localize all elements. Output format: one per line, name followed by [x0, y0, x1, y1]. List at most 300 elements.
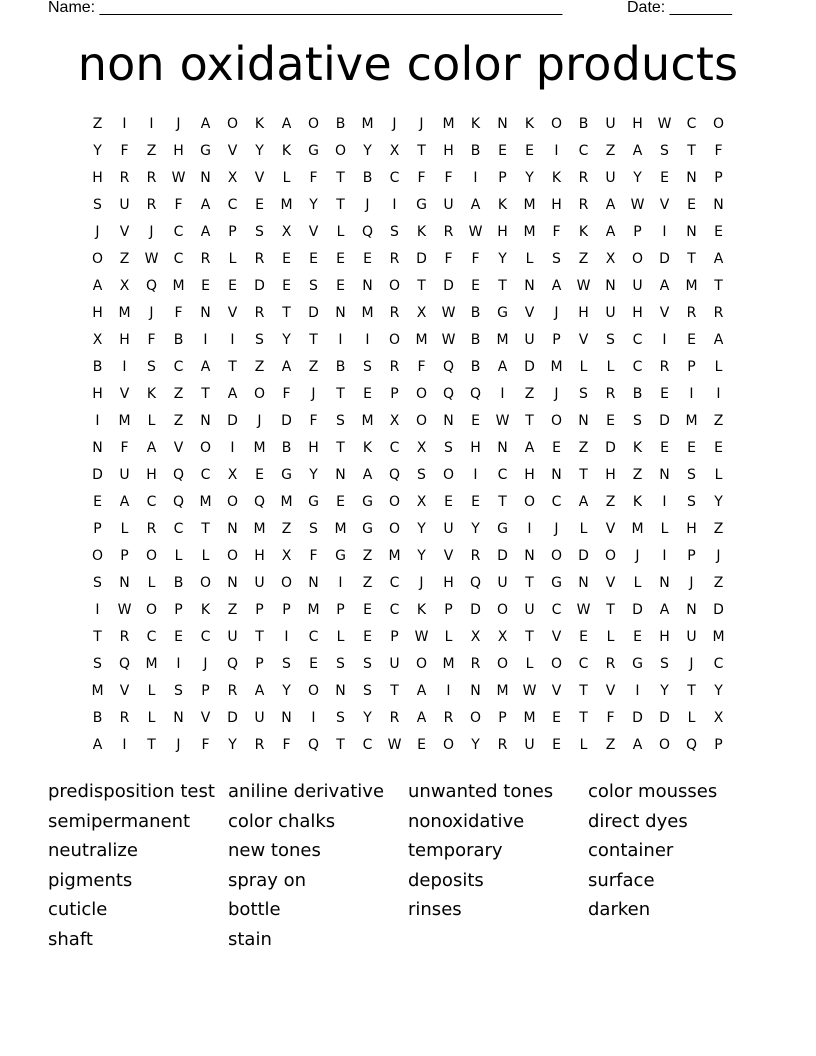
- grid-cell: Z: [578, 251, 589, 267]
- grid-cell: D: [92, 467, 103, 483]
- grid-cell: R: [389, 251, 400, 267]
- grid-cell: K: [146, 386, 157, 402]
- grid-cell: A: [92, 278, 103, 294]
- grid-cell: D: [578, 548, 589, 564]
- grid-cell: H: [632, 116, 643, 132]
- grid-cell: A: [497, 359, 508, 375]
- grid-cell: Y: [309, 197, 318, 213]
- grid-cell: B: [470, 305, 481, 321]
- grid-cell: H: [92, 305, 103, 321]
- grid-cell: A: [281, 116, 292, 132]
- grid-cell: U: [686, 629, 697, 645]
- grid-cell: F: [309, 170, 318, 186]
- grid-cell: Y: [471, 737, 480, 753]
- grid-cell: F: [174, 305, 183, 321]
- grid-cell: K: [416, 602, 427, 618]
- grid-cell: N: [308, 575, 319, 591]
- word-list-item: aniline derivative: [228, 781, 385, 802]
- grid-cell: S: [309, 521, 318, 537]
- grid-cell: H: [308, 440, 319, 456]
- grid-cell: H: [146, 467, 157, 483]
- grid-cell: E: [552, 737, 561, 753]
- grid-cell: A: [119, 494, 130, 510]
- grid-cell: J: [149, 224, 154, 240]
- grid-row: [84, 219, 732, 246]
- grid-cell: H: [497, 224, 508, 240]
- grid-cell: N: [335, 305, 346, 321]
- grid-cell: H: [524, 467, 535, 483]
- grid-cell: K: [578, 224, 589, 240]
- grid-cell: T: [255, 629, 264, 645]
- grid-cell: C: [551, 602, 562, 618]
- grid-cell: U: [119, 467, 130, 483]
- grid-cell: D: [308, 305, 319, 321]
- grid-cell: O: [550, 656, 563, 672]
- grid-cell: N: [470, 683, 481, 699]
- grid-cell: P: [255, 656, 264, 672]
- grid-cell: G: [632, 656, 643, 672]
- grid-cell: J: [689, 656, 694, 672]
- grid-cell: S: [633, 413, 642, 429]
- grid-cell: S: [309, 278, 318, 294]
- grid-cell: C: [200, 629, 211, 645]
- grid-cell: T: [336, 737, 345, 753]
- grid-row: [84, 192, 732, 219]
- grid-row: [84, 273, 732, 300]
- grid-cell: S: [93, 656, 102, 672]
- grid-cell: K: [497, 197, 508, 213]
- grid-cell: W: [576, 278, 591, 294]
- grid-cell: O: [550, 548, 563, 564]
- grid-cell: J: [257, 413, 262, 429]
- grid-cell: P: [255, 602, 264, 618]
- grid-cell: C: [173, 251, 184, 267]
- grid-cell: L: [660, 521, 669, 537]
- grid-cell: Z: [632, 467, 643, 483]
- grid-cell: D: [524, 359, 535, 375]
- grid-cell: G: [308, 143, 319, 159]
- grid-cell: J: [176, 116, 181, 132]
- grid-cell: F: [174, 197, 183, 213]
- grid-cell: I: [527, 521, 532, 537]
- grid-cell: L: [579, 359, 588, 375]
- grid-cell: V: [659, 305, 670, 321]
- word-list-item: stain: [228, 928, 272, 950]
- grid-cell: I: [716, 386, 721, 402]
- grid-cell: G: [308, 494, 319, 510]
- grid-cell: L: [579, 737, 588, 753]
- grid-cell: Y: [417, 521, 426, 537]
- grid-row: [84, 624, 732, 651]
- grid-row: [84, 678, 732, 705]
- grid-cell: J: [419, 116, 424, 132]
- grid-cell: E: [525, 143, 534, 159]
- grid-cell: N: [659, 467, 670, 483]
- word-list-item: nonoxidative: [408, 810, 525, 832]
- grid-cell: Q: [307, 737, 320, 753]
- grid-cell: E: [363, 602, 372, 618]
- grid-cell: C: [713, 656, 724, 672]
- grid-cell: N: [686, 224, 697, 240]
- grid-cell: W: [387, 737, 402, 753]
- grid-cell: S: [660, 143, 669, 159]
- grid-cell: T: [228, 359, 237, 375]
- grid-cell: D: [470, 602, 481, 618]
- grid-cell: S: [363, 656, 372, 672]
- grid-cell: A: [470, 197, 481, 213]
- grid-cell: U: [524, 332, 535, 348]
- grid-cell: L: [606, 359, 615, 375]
- grid-cell: E: [552, 440, 561, 456]
- grid-cell: N: [497, 116, 508, 132]
- grid-cell: S: [552, 251, 561, 267]
- grid-cell: G: [362, 494, 373, 510]
- grid-cell: J: [365, 197, 370, 213]
- grid-cell: L: [714, 359, 723, 375]
- grid-cell: X: [416, 305, 427, 321]
- grid-cell: M: [280, 494, 293, 510]
- grid-cell: J: [554, 305, 559, 321]
- grid-cell: Q: [172, 467, 185, 483]
- grid-cell: Q: [442, 386, 455, 402]
- word-list-item: shaft: [48, 928, 93, 950]
- grid-cell: Z: [524, 386, 535, 402]
- grid-cell: X: [227, 170, 238, 186]
- grid-cell: P: [444, 602, 453, 618]
- grid-cell: P: [282, 602, 291, 618]
- grid-cell: B: [470, 332, 481, 348]
- grid-cell: F: [444, 170, 453, 186]
- grid-cell: E: [633, 629, 642, 645]
- grid-cell: C: [362, 737, 373, 753]
- grid-cell: Z: [713, 575, 724, 591]
- grid-cell: P: [228, 224, 237, 240]
- grid-cell: T: [687, 251, 696, 267]
- grid-cell: A: [713, 251, 724, 267]
- grid-cell: V: [605, 575, 616, 591]
- grid-cell: O: [307, 683, 320, 699]
- grid-cell: Q: [253, 494, 266, 510]
- grid-cell: I: [95, 413, 100, 429]
- grid-cell: Q: [442, 359, 455, 375]
- grid-cell: O: [550, 413, 563, 429]
- grid-cell: C: [632, 332, 643, 348]
- grid-cell: N: [200, 413, 211, 429]
- grid-cell: R: [497, 737, 508, 753]
- grid-cell: B: [173, 332, 184, 348]
- grid-row: [84, 408, 732, 435]
- grid-cell: I: [230, 440, 235, 456]
- grid-cell: M: [496, 683, 509, 699]
- grid-cell: N: [578, 413, 589, 429]
- grid-cell: O: [199, 440, 212, 456]
- grid-cell: O: [658, 737, 671, 753]
- grid-cell: X: [713, 710, 724, 726]
- grid-cell: I: [662, 548, 667, 564]
- grid-cell: I: [662, 224, 667, 240]
- grid-cell: T: [201, 386, 210, 402]
- grid-cell: Z: [713, 521, 724, 537]
- grid-cell: E: [363, 629, 372, 645]
- grid-cell: K: [200, 602, 211, 618]
- grid-cell: O: [415, 656, 428, 672]
- grid-cell: R: [254, 251, 265, 267]
- grid-cell: I: [662, 494, 667, 510]
- grid-cell: P: [714, 170, 723, 186]
- grid-cell: B: [173, 575, 184, 591]
- grid-cell: F: [147, 332, 156, 348]
- grid-cell: M: [442, 116, 455, 132]
- grid-cell: Q: [685, 737, 698, 753]
- grid-cell: Y: [363, 143, 372, 159]
- grid-cell: N: [200, 170, 211, 186]
- grid-cell: W: [441, 332, 456, 348]
- grid-cell: B: [335, 359, 346, 375]
- grid-cell: G: [362, 521, 373, 537]
- grid-cell: O: [388, 494, 401, 510]
- grid-cell: P: [633, 224, 642, 240]
- grid-cell: S: [174, 683, 183, 699]
- grid-cell: T: [687, 683, 696, 699]
- grid-cell: O: [226, 494, 239, 510]
- grid-cell: G: [335, 548, 346, 564]
- grid-cell: L: [687, 710, 696, 726]
- grid-cell: D: [659, 710, 670, 726]
- grid-cell: I: [473, 170, 478, 186]
- grid-cell: Z: [605, 494, 616, 510]
- grid-cell: K: [524, 116, 535, 132]
- grid-cell: T: [714, 278, 723, 294]
- grid-cell: V: [119, 386, 130, 402]
- grid-cell: N: [578, 575, 589, 591]
- grid-cell: E: [363, 251, 372, 267]
- grid-cell: D: [254, 278, 265, 294]
- grid-cell: R: [605, 656, 616, 672]
- grid-cell: O: [145, 548, 158, 564]
- grid-cell: V: [578, 332, 589, 348]
- grid-cell: V: [524, 305, 535, 321]
- grid-cell: C: [551, 494, 562, 510]
- grid-cell: M: [523, 224, 536, 240]
- grid-cell: A: [281, 359, 292, 375]
- grid-cell: E: [660, 170, 669, 186]
- grid-cell: H: [686, 521, 697, 537]
- grid-cell: N: [335, 467, 346, 483]
- grid-row: [84, 435, 732, 462]
- grid-cell: I: [446, 683, 451, 699]
- grid-cell: O: [712, 116, 725, 132]
- grid-cell: H: [254, 548, 265, 564]
- grid-cell: X: [605, 251, 616, 267]
- grid-cell: R: [686, 305, 697, 321]
- letter-grid: [84, 111, 732, 759]
- grid-cell: B: [362, 170, 373, 186]
- grid-cell: K: [281, 143, 292, 159]
- grid-cell: X: [416, 494, 427, 510]
- grid-cell: B: [470, 143, 481, 159]
- grid-cell: S: [687, 467, 696, 483]
- grid-cell: E: [336, 494, 345, 510]
- word-list-item: unwanted tones: [408, 781, 554, 802]
- grid-cell: Z: [281, 521, 292, 537]
- grid-cell: E: [228, 278, 237, 294]
- grid-cell: P: [390, 386, 399, 402]
- grid-cell: F: [444, 251, 453, 267]
- grid-cell: G: [281, 467, 292, 483]
- grid-cell: U: [605, 170, 616, 186]
- grid-row: [84, 597, 732, 624]
- grid-cell: F: [282, 386, 291, 402]
- grid-cell: U: [632, 278, 643, 294]
- grid-cell: K: [551, 170, 562, 186]
- grid-cell: S: [444, 440, 453, 456]
- grid-cell: U: [119, 197, 130, 213]
- grid-cell: Y: [228, 737, 237, 753]
- grid-cell: I: [95, 602, 100, 618]
- grid-cell: D: [227, 710, 238, 726]
- grid-cell: S: [93, 197, 102, 213]
- grid-cell: E: [309, 251, 318, 267]
- grid-cell: E: [201, 278, 210, 294]
- grid-cell: R: [146, 170, 157, 186]
- grid-cell: B: [281, 440, 292, 456]
- grid-cell: Y: [714, 494, 723, 510]
- grid-cell: N: [686, 602, 697, 618]
- grid-cell: O: [442, 737, 455, 753]
- grid-cell: T: [525, 575, 534, 591]
- grid-cell: Q: [118, 656, 131, 672]
- grid-cell: G: [416, 197, 427, 213]
- grid-cell: A: [578, 494, 589, 510]
- grid-cell: A: [551, 278, 562, 294]
- grid-cell: O: [226, 116, 239, 132]
- grid-cell: J: [419, 575, 424, 591]
- grid-cell: E: [714, 224, 723, 240]
- grid-cell: T: [417, 143, 426, 159]
- grid-cell: X: [416, 440, 427, 456]
- grid-cell: T: [417, 278, 426, 294]
- grid-cell: M: [523, 197, 536, 213]
- grid-cell: R: [578, 170, 589, 186]
- grid-cell: T: [147, 737, 156, 753]
- grid-cell: I: [392, 197, 397, 213]
- grid-cell: S: [390, 224, 399, 240]
- grid-cell: H: [659, 629, 670, 645]
- grid-cell: P: [201, 683, 210, 699]
- grid-cell: O: [388, 278, 401, 294]
- grid-cell: G: [200, 143, 211, 159]
- grid-cell: I: [554, 143, 559, 159]
- grid-cell: R: [605, 386, 616, 402]
- grid-cell: S: [147, 359, 156, 375]
- grid-cell: T: [309, 332, 318, 348]
- grid-cell: L: [147, 575, 156, 591]
- grid-cell: Z: [173, 386, 184, 402]
- grid-cell: L: [201, 548, 210, 564]
- grid-cell: O: [523, 494, 536, 510]
- grid-cell: A: [92, 737, 103, 753]
- grid-cell: N: [686, 170, 697, 186]
- grid-cell: S: [93, 575, 102, 591]
- grid-cell: J: [554, 521, 559, 537]
- grid-cell: F: [120, 143, 129, 159]
- grid-cell: X: [281, 548, 292, 564]
- grid-cell: V: [308, 224, 319, 240]
- grid-row: [84, 165, 732, 192]
- grid-cell: E: [471, 494, 480, 510]
- grid-cell: I: [122, 359, 127, 375]
- grid-cell: I: [689, 386, 694, 402]
- grid-cell: N: [200, 305, 211, 321]
- grid-cell: I: [338, 332, 343, 348]
- grid-cell: T: [201, 521, 210, 537]
- grid-cell: R: [389, 359, 400, 375]
- word-list-item: color mousses: [588, 781, 718, 802]
- grid-cell: N: [119, 575, 130, 591]
- grid-cell: M: [118, 413, 131, 429]
- grid-cell: Y: [282, 332, 291, 348]
- grid-cell: U: [254, 710, 265, 726]
- grid-cell: B: [335, 116, 346, 132]
- grid-cell: Y: [282, 683, 291, 699]
- grid-cell: M: [145, 656, 158, 672]
- grid-cell: Z: [605, 737, 616, 753]
- grid-cell: C: [173, 359, 184, 375]
- grid-cell: C: [578, 656, 589, 672]
- grid-cell: W: [414, 629, 429, 645]
- grid-row: [84, 300, 732, 327]
- grid-cell: P: [687, 548, 696, 564]
- grid-cell: E: [471, 413, 480, 429]
- grid-cell: Z: [713, 413, 724, 429]
- word-list-item: temporary: [408, 840, 503, 862]
- grid-cell: I: [365, 332, 370, 348]
- grid-cell: F: [201, 737, 210, 753]
- grid-cell: L: [147, 683, 156, 699]
- grid-cell: I: [311, 710, 316, 726]
- grid-cell: M: [307, 602, 320, 618]
- grid-cell: N: [659, 575, 670, 591]
- grid-cell: O: [91, 251, 104, 267]
- word-list-item: color chalks: [228, 810, 336, 832]
- grid-cell: V: [605, 683, 616, 699]
- grid-cell: B: [578, 116, 589, 132]
- grid-cell: P: [552, 332, 561, 348]
- grid-cell: M: [685, 278, 698, 294]
- grid-cell: O: [199, 575, 212, 591]
- grid-cell: J: [392, 116, 397, 132]
- grid-cell: K: [362, 440, 373, 456]
- grid-cell: R: [227, 683, 238, 699]
- grid-cell: L: [633, 575, 642, 591]
- word-list-item: cuticle: [48, 899, 108, 921]
- grid-row: [84, 570, 732, 597]
- grid-cell: A: [416, 710, 427, 726]
- grid-cell: X: [92, 332, 103, 348]
- grid-cell: H: [551, 197, 562, 213]
- grid-cell: F: [282, 737, 291, 753]
- grid-cell: J: [689, 575, 694, 591]
- grid-cell: J: [95, 224, 100, 240]
- grid-cell: R: [659, 359, 670, 375]
- grid-cell: N: [713, 197, 724, 213]
- grid-cell: V: [443, 548, 454, 564]
- grid-cell: S: [282, 656, 291, 672]
- grid-cell: S: [363, 683, 372, 699]
- grid-cell: A: [632, 143, 643, 159]
- grid-cell: M: [415, 332, 428, 348]
- grid-cell: L: [282, 170, 291, 186]
